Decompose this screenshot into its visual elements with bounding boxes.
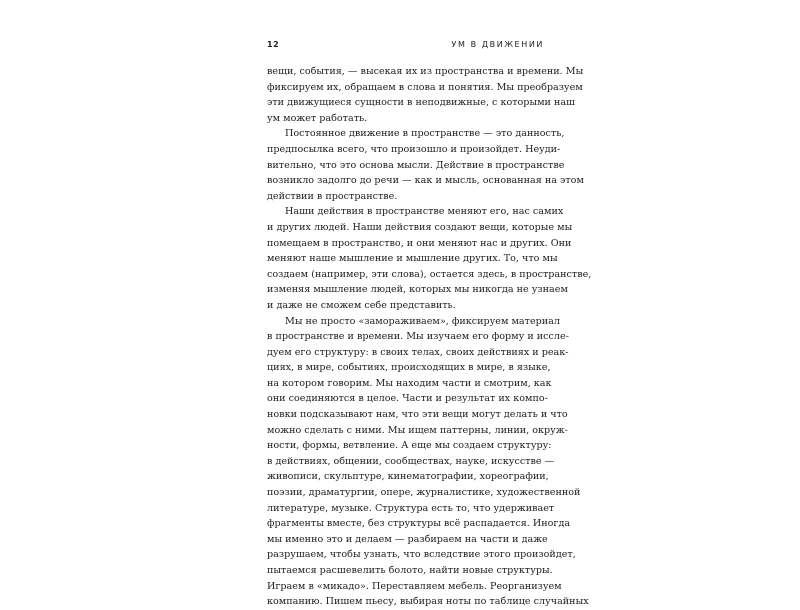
page-number: 12 xyxy=(267,40,280,49)
text-line: возникло задолго до речи — как и мысль, основанная на этом xyxy=(267,175,584,187)
body-text xyxy=(267,64,592,610)
paragraph xyxy=(267,314,589,610)
text-line: в действиях, общении, сообществах, науке, искусстве — xyxy=(267,455,555,467)
text-line: фрагменты вместе, без структуры всё распадается. Иногда xyxy=(267,518,571,530)
text-line: создаем (например, эти слова), остается здесь, в пространстве, xyxy=(267,268,592,280)
running-head xyxy=(267,40,544,52)
text-line: живописи, скульптуре, кинематографии, хореографии, xyxy=(267,471,549,483)
text-line: помещаем в пространство, и они меняют нас и других. Они xyxy=(267,237,572,249)
running-title: УМ В ДВИЖЕНИИ xyxy=(451,40,544,49)
paragraph xyxy=(267,126,584,204)
text-line: литературе, музыке. Структура есть то, что удерживает xyxy=(267,502,555,514)
text-line: вещи, события, — высекая их из пространства и времени. Мы xyxy=(267,66,584,77)
text-line: ности, формы, ветвление. А еще мы создаем структуру: xyxy=(267,440,552,452)
text-line: поэзии, драматургии, опере, журналистике, художественной xyxy=(267,487,581,499)
text-line: мы именно это и делаем — разбираем на части и даже xyxy=(267,533,548,545)
text-line: эти движущиеся сущности в неподвижные, с которыми наш xyxy=(267,97,576,109)
text-line: фиксируем их, обращаем в слова и понятия. Мы преобразуем xyxy=(267,81,583,93)
text-line: Играем в «микадо». Переставляем мебель. Реорганизуем xyxy=(267,580,562,592)
text-line: пытаемся расшевелить болото, найти новые структуры. xyxy=(267,565,553,576)
paragraph xyxy=(267,204,592,313)
text-line: действии в пространстве. xyxy=(267,190,398,202)
text-line: разрушаем, чтобы узнать, что вследствие этого произойдет, xyxy=(267,549,576,561)
text-line: вительно, что это основа мысли. Действие в пространстве xyxy=(267,159,565,171)
text-line: компанию. Пишем пьесу, выбирая ноты по таблице случайных xyxy=(267,596,589,608)
paragraph xyxy=(267,64,584,126)
text-line: меняют наше мышление и мышление других. То, что мы xyxy=(267,253,558,265)
text-line: на котором говорим. Мы находим части и смотрим, как xyxy=(267,377,552,389)
text-line: в пространстве и времени. Мы изучаем его форму и иссле- xyxy=(267,331,569,343)
text-line: предпосылка всего, что произошло и произойдет. Неуди- xyxy=(267,143,561,155)
text-line: циях, в мире, событиях, происходящих в мире, в языке, xyxy=(267,362,551,374)
text-line: Наши действия в пространстве меняют его, нас самих xyxy=(285,206,564,218)
text-line: Постоянное движение в пространстве — это данность, xyxy=(285,128,565,140)
text-line: и даже не сможем себе представить. xyxy=(267,299,456,311)
text-line: новки подсказывают нам, что эти вещи могут делать и что xyxy=(267,409,568,421)
text-line: дуем его структуру: в своих телах, своих действиях и реак- xyxy=(267,346,569,358)
text-line: можно сделать с ними. Мы ищем паттерны, линии, окруж- xyxy=(267,424,568,436)
text-line: они соединяются в целое. Части и результат их компо- xyxy=(267,393,548,405)
text-line: изменяя мышление людей, которых мы никогда не узнаем xyxy=(267,284,568,296)
text-line: Мы не просто «замораживаем», фиксируем материал xyxy=(285,315,560,327)
text-line: ум может работать. xyxy=(267,112,368,124)
text-line: и других людей. Наши действия создают вещи, которые мы xyxy=(267,221,573,233)
